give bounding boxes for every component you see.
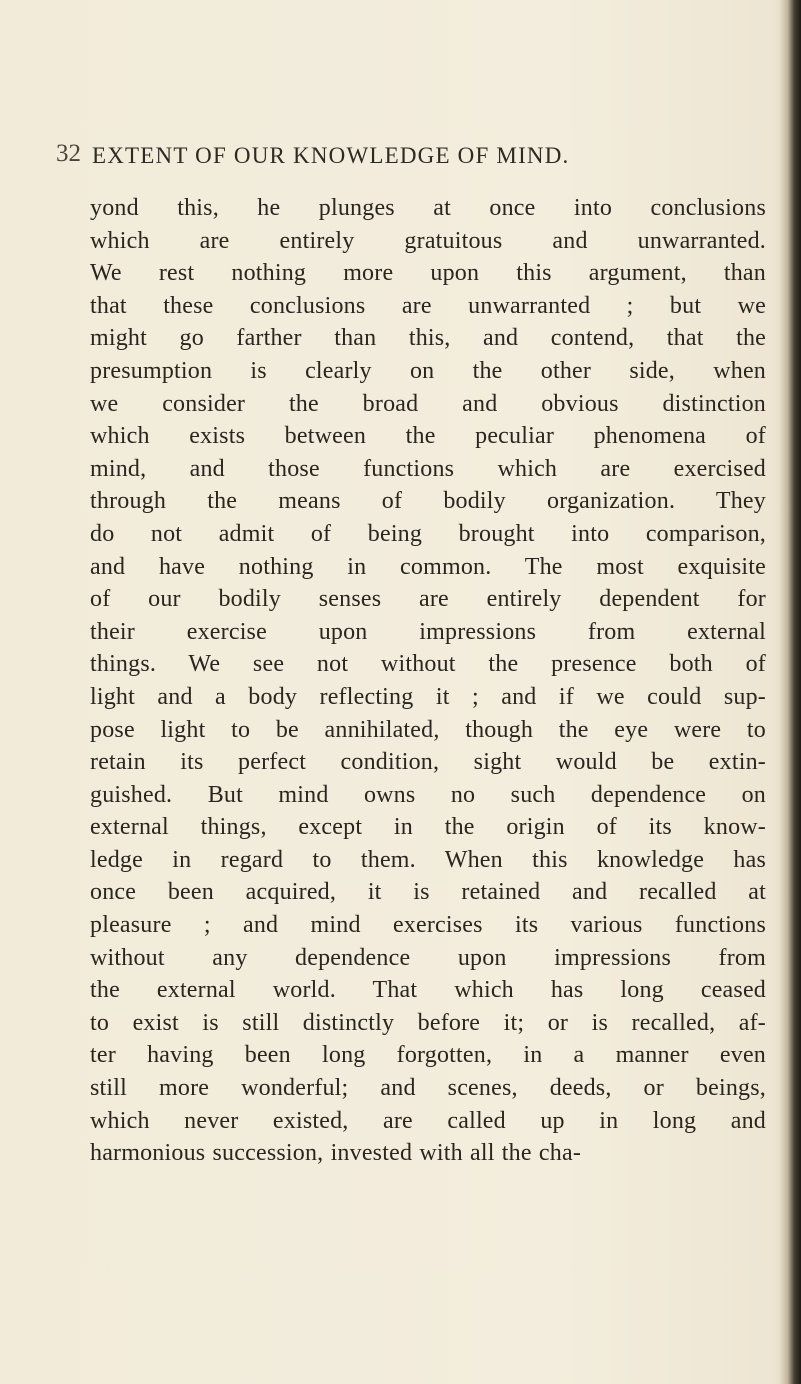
text-line: through the means of bodily organization. They — [90, 488, 766, 515]
text-line: of our bodily senses are entirely dependent for — [90, 586, 766, 613]
text-line: ter having been long forgotten, in a manner even — [90, 1042, 766, 1069]
text-line: yond this, he plunges at once into conclusions — [90, 195, 766, 221]
page-header — [56, 140, 716, 176]
page-edge-shadow — [779, 0, 801, 1384]
text-line: we consider the broad and obvious distinction — [90, 390, 766, 417]
body-text — [90, 192, 766, 1170]
text-line: presumption is clearly on the other side, when — [90, 357, 766, 384]
text-line: retain its perfect condition, sight would be extin- — [90, 749, 766, 776]
text-line: and have nothing in common. The most exquisite — [90, 553, 766, 580]
text-line: once been acquired, it is retained and recalled at — [90, 879, 766, 906]
text-line: might go farther than this, and contend, that the — [90, 325, 766, 352]
text-line: which never existed, are called up in long and — [90, 1107, 766, 1134]
text-line: pose light to be annihilated, though the eye were to — [90, 716, 766, 743]
text-line: We rest nothing more upon this argument, than — [90, 260, 766, 287]
text-line: still more wonderful; and scenes, deeds, or beings, — [90, 1075, 766, 1102]
text-line: things. We see not without the presence both of — [90, 651, 766, 678]
text-line: do not admit of being brought into comparison, — [90, 520, 766, 547]
text-line: light and a body reflecting it ; and if we could sup- — [90, 683, 766, 710]
text-line: ledge in regard to them. When this knowledge has — [90, 846, 766, 873]
text-line: the external world. That which has long ceased — [90, 977, 766, 1004]
text-line: which exists between the peculiar phenomena of — [90, 423, 766, 450]
text-line: that these conclusions are unwarranted ; but we — [90, 292, 766, 319]
text-line: to exist is still distinctly before it; or is recalled, af- — [90, 1009, 766, 1036]
text-line: harmonious succession, invested with all the cha- — [90, 1140, 582, 1167]
running-head: EXTENT OF OUR KNOWLEDGE OF MIND. — [92, 143, 570, 168]
text-line: their exercise upon impressions from external — [90, 618, 766, 645]
text-line: guished. But mind owns no such dependence on — [90, 781, 766, 808]
text-line: pleasure ; and mind exercises its various functions — [90, 912, 766, 939]
text-line: external things, except in the origin of its know- — [90, 814, 766, 841]
text-line: mind, and those functions which are exercised — [90, 455, 766, 482]
text-line: which are entirely gratuitous and unwarranted. — [90, 227, 766, 254]
page-number: 32 — [56, 140, 81, 167]
text-line: without any dependence upon impressions from — [90, 944, 766, 971]
